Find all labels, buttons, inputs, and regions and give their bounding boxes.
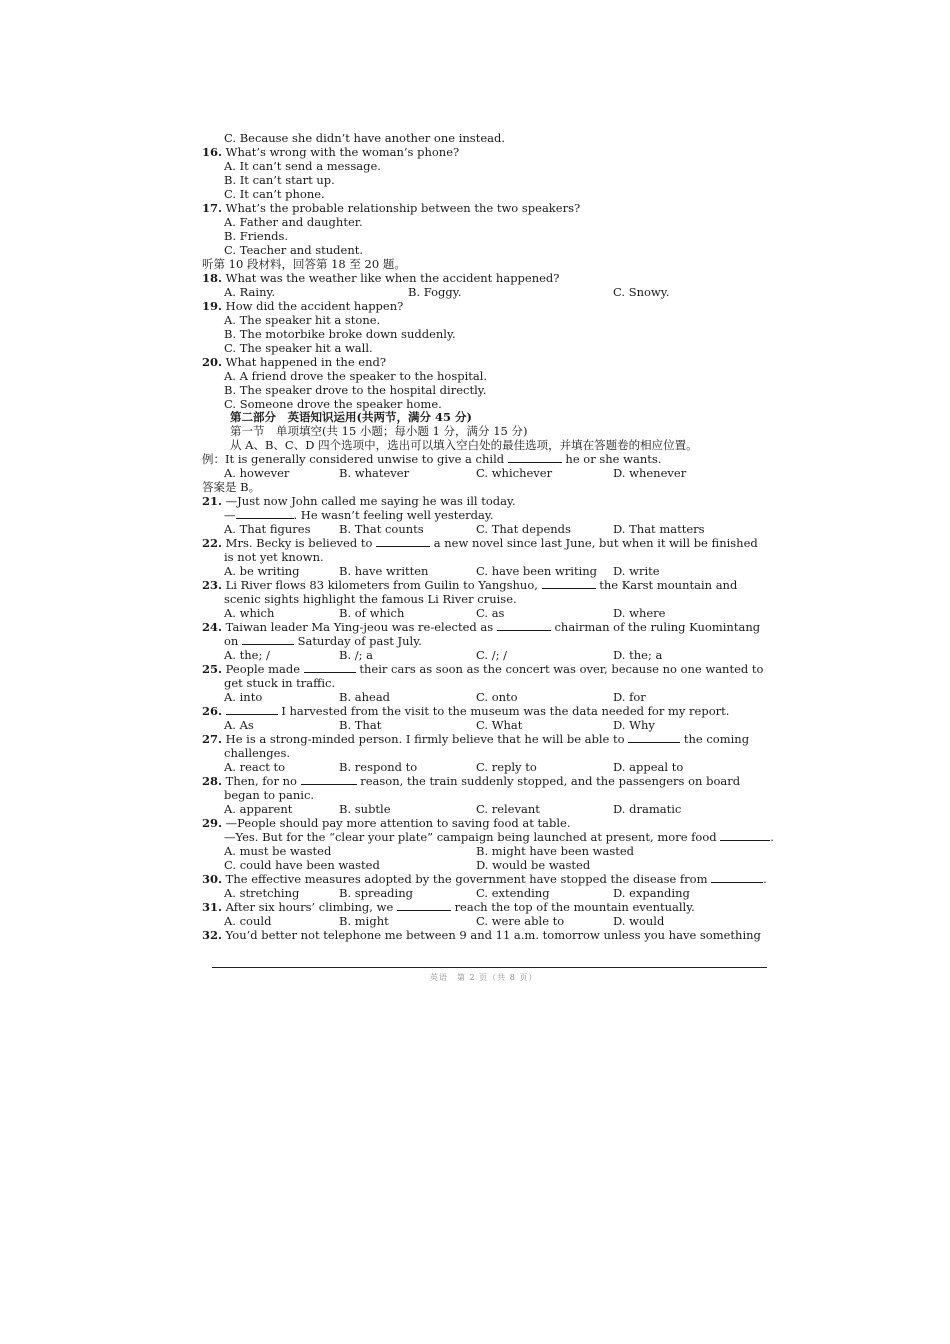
q30-option-a: A. stretching [224, 886, 300, 900]
section-one-heading: 第一节 单项填空(共 15 小题；每小题 1 分，满分 15 分) [230, 424, 528, 438]
example-question [202, 452, 661, 466]
q29-option-d: D. would be wasted [476, 858, 591, 872]
question-number: 18. [202, 271, 223, 285]
dash: — [224, 508, 236, 522]
question-number: 17. [202, 201, 223, 215]
q18-option-c: C. Snowy. [613, 285, 670, 299]
question-number: 27. [202, 732, 223, 746]
answer-blank [628, 732, 680, 743]
q22-option-a: A. be writing [224, 564, 300, 578]
q26-option-b: B. That [339, 718, 382, 732]
q17-option-c: C. Teacher and student. [224, 243, 364, 257]
question-16 [202, 145, 459, 159]
q20-option-c: C. Someone drove the speaker home. [224, 397, 442, 411]
q28-options [224, 802, 784, 816]
question-23 [202, 578, 737, 592]
q26-options [224, 718, 784, 732]
listening-instruction: 听第 10 段材料，回答第 18 至 20 题。 [202, 257, 406, 271]
q22-option-c: C. have been writing [476, 564, 598, 578]
answer-blank [236, 508, 294, 519]
question-text: Li River flows 83 kilometers from Guilin to Yangshuo, [225, 578, 538, 592]
q31-option-d: D. would [613, 914, 665, 928]
question-text-end: the Karst mountain and [599, 578, 738, 592]
q30-options [224, 886, 784, 900]
q19-option-b: B. The motorbike broke down suddenly. [224, 327, 456, 341]
q18-option-b: B. Foggy. [408, 285, 462, 299]
question-text: —Just now John called me saying he was ill today. [225, 494, 516, 508]
q21-option-d: D. That matters [613, 522, 705, 536]
q18-options [224, 285, 784, 299]
question-19 [202, 299, 403, 313]
answer-blank [301, 774, 357, 785]
question-text: Taiwan leader Ma Ying-jeou was re-elected as [225, 620, 494, 634]
q25-option-c: C. onto [476, 690, 518, 704]
example-option-b: B. whatever [339, 466, 410, 480]
question-number: 20. [202, 355, 223, 369]
question-text: People made [225, 662, 301, 676]
part-two-heading: 第二部分 英语知识运用(共两节，满分 45 分) [230, 410, 472, 424]
q27-option-d: D. appeal to [613, 760, 684, 774]
question-number: 31. [202, 900, 223, 914]
question-26 [202, 704, 729, 718]
q21-option-b: B. That counts [339, 522, 424, 536]
q31-option-a: A. could [224, 914, 272, 928]
question-number: 30. [202, 872, 223, 886]
q24-option-d: D. the; a [613, 648, 663, 662]
question-20 [202, 355, 386, 369]
question-text-end: the coming [683, 732, 750, 746]
question-text: He is a strong-minded person. I firmly believe that he will be able to [225, 732, 625, 746]
question-22 [202, 536, 758, 550]
continuation-text-end: Saturday of past July. [297, 634, 422, 648]
question-text: What’s wrong with the woman’s phone? [225, 145, 460, 159]
question-text-end: chairman of the ruling Kuomintang [554, 620, 761, 634]
q16-option-c: C. It can’t phone. [224, 187, 325, 201]
question-27 [202, 732, 749, 746]
question-29 [202, 816, 571, 830]
question-number: 25. [202, 662, 223, 676]
question-text: How did the accident happen? [225, 299, 404, 313]
q24-options [224, 648, 784, 662]
q21-option-c: C. That depends [476, 522, 571, 536]
question-text: What’s the probable relationship between the two speakers? [225, 201, 581, 215]
question-21 [202, 494, 516, 508]
question-text-end: their cars as soon as the concert was over, because no one wanted to [359, 662, 764, 676]
q23-option-a: A. which [224, 606, 275, 620]
question-text: Then, for no [225, 774, 297, 788]
section-instruction: 从 A、B、C、D 四个选项中，选出可以填入空白处的最佳选项，并填在答题卷的相应位置。 [230, 438, 698, 452]
question-text: You’d better not telephone me between 9 and 11 a.m. tomorrow unless you have something [225, 928, 761, 942]
q26-option-c: C. What [476, 718, 523, 732]
reply-text: —Yes. But for the “clear your plate” campaign being launched at present, more food [224, 830, 717, 844]
question-28 [202, 774, 740, 788]
q27-option-b: B. respond to [339, 760, 418, 774]
question-text: What was the weather like when the accident happened? [225, 271, 560, 285]
answer-blank [242, 634, 294, 645]
question-31 [202, 900, 695, 914]
question-number: 19. [202, 299, 223, 313]
q24-option-c: C. /; / [476, 648, 507, 662]
q29-options-row1 [224, 844, 784, 858]
q31-option-c: C. were able to [476, 914, 565, 928]
period: . [763, 872, 767, 886]
q21-options [224, 522, 784, 536]
q25-option-b: B. ahead [339, 690, 391, 704]
question-text-end: a new novel since last June, but when it will be finished [433, 536, 758, 550]
q29-option-b: B. might have been wasted [476, 844, 635, 858]
q24-option-a: A. the; / [224, 648, 270, 662]
question-number: 26. [202, 704, 223, 718]
q22-option-b: B. have written [339, 564, 429, 578]
question-text: After six hours’ climbing, we [225, 900, 394, 914]
q31-options [224, 914, 784, 928]
continuation-text: on [224, 634, 239, 648]
q25-option-d: D. for [613, 690, 646, 704]
question-number: 29. [202, 816, 223, 830]
answer-blank [720, 830, 770, 841]
answer-blank [376, 536, 430, 547]
question-text-end: reason, the train suddenly stopped, and the passengers on board [360, 774, 741, 788]
q29-reply [224, 830, 774, 844]
reply-text: . He wasn’t feeling well yesterday. [293, 508, 494, 522]
q23-continuation: scenic sights highlight the famous Li River cruise. [224, 592, 517, 606]
q26-option-a: A. As [224, 718, 254, 732]
q29-option-a: A. must be wasted [224, 844, 332, 858]
q22-options [224, 564, 784, 578]
question-25 [202, 662, 763, 676]
example-option-c: C. whichever [476, 466, 553, 480]
q30-option-b: B. spreading [339, 886, 413, 900]
q21-reply [224, 508, 494, 522]
q29-option-c: C. could have been wasted [224, 858, 380, 872]
question-text: I harvested from the visit to the museum was the data needed for my report. [281, 704, 730, 718]
q23-options [224, 606, 784, 620]
answer-blank [226, 704, 278, 715]
question-number: 22. [202, 536, 223, 550]
footer-divider [212, 967, 767, 968]
q28-continuation: began to panic. [224, 788, 315, 802]
answer-blank [542, 578, 596, 589]
q24-option-b: B. /; a [339, 648, 374, 662]
answer-blank [497, 620, 551, 631]
question-30 [202, 872, 767, 886]
question-number: 32. [202, 928, 223, 942]
question-text: The effective measures adopted by the government have stopped the disease from [225, 872, 708, 886]
q25-continuation: get stuck in traffic. [224, 676, 336, 690]
q30-option-c: C. extending [476, 886, 550, 900]
q23-option-c: C. as [476, 606, 505, 620]
q17-option-a: A. Father and daughter. [224, 215, 363, 229]
q17-option-b: B. Friends. [224, 229, 289, 243]
period: . [770, 830, 774, 844]
question-number: 24. [202, 620, 223, 634]
answer-blank [711, 872, 763, 883]
question-17 [202, 201, 580, 215]
answer-blank [397, 900, 451, 911]
question-number: 28. [202, 774, 223, 788]
q23-option-d: D. where [613, 606, 666, 620]
q18-option-a: A. Rainy. [224, 285, 276, 299]
question-text-end: reach the top of the mountain eventually. [454, 900, 695, 914]
answer-blank [304, 662, 356, 673]
q25-option-a: A. into [224, 690, 263, 704]
q29-options-row2 [224, 858, 784, 872]
example-options [224, 466, 784, 480]
question-32 [202, 928, 761, 942]
q15-option-c: C. Because she didn’t have another one instead. [224, 131, 506, 145]
example-answer: 答案是 B。 [202, 480, 261, 494]
question-text: What happened in the end? [225, 355, 387, 369]
question-18 [202, 271, 559, 285]
q16-option-b: B. It can’t start up. [224, 173, 335, 187]
q26-option-d: D. Why [613, 718, 655, 732]
q28-option-a: A. apparent [224, 802, 293, 816]
example-option-a: A. however [224, 466, 290, 480]
q27-option-c: C. reply to [476, 760, 537, 774]
q31-option-b: B. might [339, 914, 389, 928]
page-footer: 英语 第 2 页（共 8 页） [430, 973, 538, 982]
question-number: 21. [202, 494, 223, 508]
question-text: Mrs. Becky is believed to [225, 536, 373, 550]
question-number: 16. [202, 145, 223, 159]
answer-blank [508, 452, 562, 463]
q20-option-a: A. A friend drove the speaker to the hospital. [224, 369, 488, 383]
q21-option-a: A. That figures [224, 522, 311, 536]
q28-option-b: B. subtle [339, 802, 391, 816]
q23-option-b: B. of which [339, 606, 405, 620]
q27-option-a: A. react to [224, 760, 286, 774]
q25-options [224, 690, 784, 704]
question-text: —People should pay more attention to saving food at table. [225, 816, 571, 830]
q22-option-d: D. write [613, 564, 660, 578]
example-text: 例：It is generally considered unwise to give a child [202, 452, 505, 466]
q20-option-b: B. The speaker drove to the hospital directly. [224, 383, 487, 397]
q24-continuation [224, 634, 422, 648]
q16-option-a: A. It can’t send a message. [224, 159, 381, 173]
q19-option-a: A. The speaker hit a stone. [224, 313, 381, 327]
q22-continuation: is not yet known. [224, 550, 324, 564]
q19-option-c: C. The speaker hit a wall. [224, 341, 373, 355]
example-option-d: D. whenever [613, 466, 687, 480]
q28-option-c: C. relevant [476, 802, 540, 816]
example-text-end: he or she wants. [565, 452, 662, 466]
q28-option-d: D. dramatic [613, 802, 682, 816]
question-24 [202, 620, 760, 634]
q27-options [224, 760, 784, 774]
q27-continuation: challenges. [224, 746, 290, 760]
question-number: 23. [202, 578, 223, 592]
q30-option-d: D. expanding [613, 886, 690, 900]
